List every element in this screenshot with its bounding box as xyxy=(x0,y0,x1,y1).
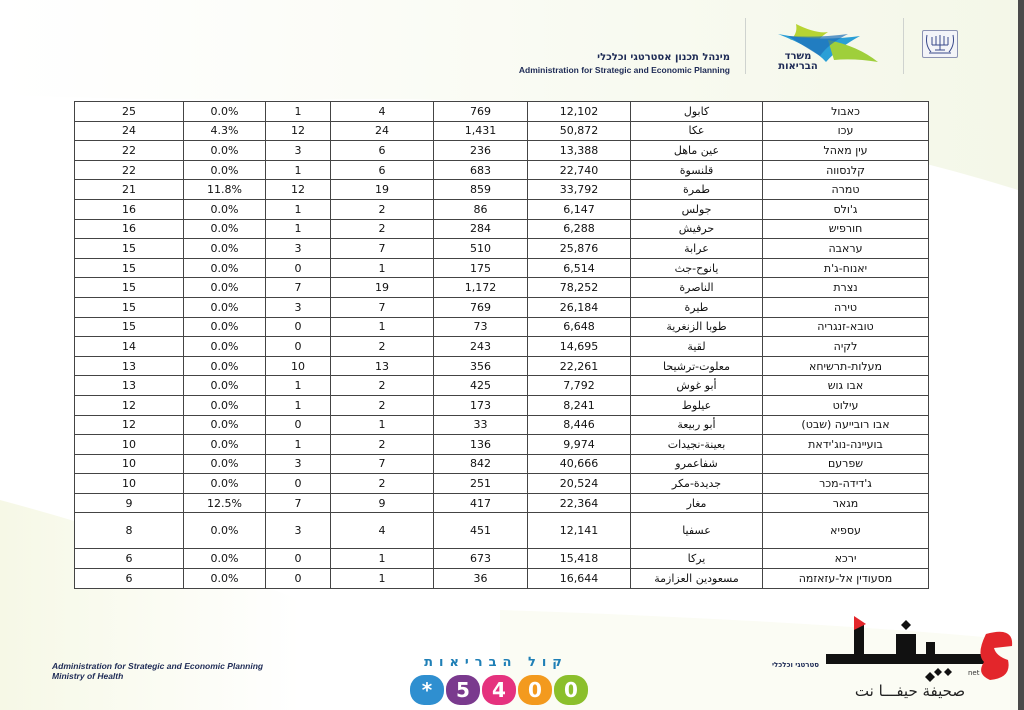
count-cell: 3 xyxy=(266,513,331,549)
table-row xyxy=(75,121,929,141)
table-row xyxy=(75,395,929,415)
arabic-name-cell: كابول xyxy=(631,102,763,122)
arabic-name-cell: طيرة xyxy=(631,297,763,317)
rank-cell: 10 xyxy=(75,435,184,455)
count-cell: 6 xyxy=(331,141,434,161)
percent-cell: 0.0% xyxy=(184,395,266,415)
percent-cell: 4.3% xyxy=(184,121,266,141)
table-row xyxy=(75,297,929,317)
arabic-name-cell: الناصرة xyxy=(631,278,763,298)
footer-dept-small: סטרטגי וכלכלי xyxy=(772,661,819,669)
count-cell: 683 xyxy=(434,160,528,180)
table-row xyxy=(75,180,929,200)
count-cell: 33 xyxy=(434,415,528,435)
percent-cell: 0.0% xyxy=(184,337,266,357)
arabic-name-cell: طمرة xyxy=(631,180,763,200)
header-dept-english: Administration for Strategic and Economic Planning xyxy=(518,65,730,75)
count-cell: 1 xyxy=(331,569,434,589)
hebrew-name-cell: טובא-זנגריה xyxy=(763,317,929,337)
rank-cell: 25 xyxy=(75,102,184,122)
count-cell: 673 xyxy=(434,549,528,569)
count-cell: 842 xyxy=(434,454,528,474)
rank-cell: 13 xyxy=(75,356,184,376)
count-cell: 12 xyxy=(266,121,331,141)
rank-cell: 6 xyxy=(75,569,184,589)
hebrew-name-cell: יאנוח-ג'ת xyxy=(763,258,929,278)
population-cell: 22,261 xyxy=(528,356,631,376)
rank-cell: 21 xyxy=(75,180,184,200)
table-row xyxy=(75,435,929,455)
count-cell: 356 xyxy=(434,356,528,376)
arabic-name-cell: أبو ربيعة xyxy=(631,415,763,435)
table-row xyxy=(75,474,929,494)
count-cell: 1 xyxy=(266,376,331,396)
table-row xyxy=(75,102,929,122)
hebrew-name-cell: אבו גוש xyxy=(763,376,929,396)
arabic-name-cell: أبو غوش xyxy=(631,376,763,396)
count-cell: 1 xyxy=(266,219,331,239)
table-row xyxy=(75,258,929,278)
table-row xyxy=(75,317,929,337)
hotline-digit: 0 xyxy=(518,675,552,705)
arabic-name-cell: يركا xyxy=(631,549,763,569)
header-divider xyxy=(903,18,904,74)
count-cell: 0 xyxy=(266,317,331,337)
hebrew-name-cell: עספיא xyxy=(763,513,929,549)
rank-cell: 8 xyxy=(75,513,184,549)
hotline-digit: 0 xyxy=(554,675,588,705)
count-cell: 7 xyxy=(266,493,331,513)
population-cell: 8,446 xyxy=(528,415,631,435)
count-cell: 1,431 xyxy=(434,121,528,141)
population-cell: 6,147 xyxy=(528,199,631,219)
count-cell: 1 xyxy=(266,435,331,455)
population-cell: 12,102 xyxy=(528,102,631,122)
hebrew-name-cell: שפרעם xyxy=(763,454,929,474)
count-cell: 3 xyxy=(266,141,331,161)
count-cell: 7 xyxy=(331,239,434,259)
arabic-name-cell: مغار xyxy=(631,493,763,513)
hotline-label: קול הבריאות xyxy=(424,655,568,670)
population-cell: 78,252 xyxy=(528,278,631,298)
percent-cell: 0.0% xyxy=(184,415,266,435)
arabic-name-cell: جولس xyxy=(631,199,763,219)
hotline-digit: * xyxy=(410,675,444,705)
arabic-name-cell: عرابة xyxy=(631,239,763,259)
table-row xyxy=(75,239,929,259)
population-cell: 20,524 xyxy=(528,474,631,494)
percent-cell: 0.0% xyxy=(184,454,266,474)
percent-cell: 0.0% xyxy=(184,376,266,396)
count-cell: 769 xyxy=(434,297,528,317)
population-cell: 16,644 xyxy=(528,569,631,589)
rank-cell: 22 xyxy=(75,141,184,161)
count-cell: 1 xyxy=(331,317,434,337)
page-edge-bar xyxy=(1018,0,1024,710)
count-cell: 73 xyxy=(434,317,528,337)
count-cell: 1 xyxy=(331,415,434,435)
hebrew-name-cell: עילוט xyxy=(763,395,929,415)
hebrew-name-cell: עראבה xyxy=(763,239,929,259)
population-cell: 6,288 xyxy=(528,219,631,239)
hotline-digit: 5 xyxy=(446,675,480,705)
population-cell: 7,792 xyxy=(528,376,631,396)
count-cell: 6 xyxy=(331,160,434,180)
population-cell: 8,241 xyxy=(528,395,631,415)
count-cell: 1 xyxy=(331,549,434,569)
percent-cell: 0.0% xyxy=(184,435,266,455)
table-body xyxy=(75,102,929,589)
count-cell: 425 xyxy=(434,376,528,396)
hotline-digit: 4 xyxy=(482,675,516,705)
population-cell: 14,695 xyxy=(528,337,631,357)
count-cell: 451 xyxy=(434,513,528,549)
count-cell: 1 xyxy=(266,102,331,122)
count-cell: 7 xyxy=(331,454,434,474)
table-row xyxy=(75,356,929,376)
population-cell: 22,740 xyxy=(528,160,631,180)
arabic-name-cell: يانوح-جث xyxy=(631,258,763,278)
rank-cell: 15 xyxy=(75,317,184,337)
table-row xyxy=(75,337,929,357)
percent-cell: 0.0% xyxy=(184,258,266,278)
percent-cell: 0.0% xyxy=(184,102,266,122)
arabic-name-cell: حرفيش xyxy=(631,219,763,239)
arabic-name-cell: شفاعمرو xyxy=(631,454,763,474)
rank-cell: 12 xyxy=(75,395,184,415)
count-cell: 4 xyxy=(331,102,434,122)
population-cell: 26,184 xyxy=(528,297,631,317)
rank-cell: 14 xyxy=(75,337,184,357)
count-cell: 0 xyxy=(266,258,331,278)
count-cell: 1 xyxy=(266,160,331,180)
percent-cell: 0.0% xyxy=(184,474,266,494)
hebrew-name-cell: עין מאהל xyxy=(763,141,929,161)
rank-cell: 12 xyxy=(75,415,184,435)
percent-cell: 0.0% xyxy=(184,160,266,180)
count-cell: 12 xyxy=(266,180,331,200)
hebrew-name-cell: נצרת xyxy=(763,278,929,298)
arabic-name-cell: عسفيا xyxy=(631,513,763,549)
data-table xyxy=(74,101,929,589)
hebrew-name-cell: אבו רובייעה (שבט) xyxy=(763,415,929,435)
table-row xyxy=(75,141,929,161)
hebrew-name-cell: לקיה xyxy=(763,337,929,357)
rank-cell: 16 xyxy=(75,219,184,239)
count-cell: 2 xyxy=(331,395,434,415)
watermark-net-label: net xyxy=(968,669,980,677)
count-cell: 417 xyxy=(434,493,528,513)
percent-cell: 0.0% xyxy=(184,297,266,317)
header-department xyxy=(418,52,730,76)
count-cell: 2 xyxy=(331,435,434,455)
population-cell: 25,876 xyxy=(528,239,631,259)
rank-cell: 22 xyxy=(75,160,184,180)
population-cell: 13,388 xyxy=(528,141,631,161)
table-row xyxy=(75,569,929,589)
table-row xyxy=(75,549,929,569)
percent-cell: 0.0% xyxy=(184,569,266,589)
arabic-name-cell: مسعودين العزازمة xyxy=(631,569,763,589)
count-cell: 236 xyxy=(434,141,528,161)
rank-cell: 10 xyxy=(75,474,184,494)
count-cell: 1 xyxy=(331,258,434,278)
population-cell: 40,666 xyxy=(528,454,631,474)
percent-cell: 0.0% xyxy=(184,317,266,337)
ministry-logo-text: משרד הבריאות xyxy=(778,51,818,72)
count-cell: 173 xyxy=(434,395,528,415)
population-cell: 6,514 xyxy=(528,258,631,278)
hebrew-name-cell: קלנסווה xyxy=(763,160,929,180)
arabic-name-cell: عين ماهل xyxy=(631,141,763,161)
percent-cell: 0.0% xyxy=(184,278,266,298)
table-row xyxy=(75,199,929,219)
count-cell: 1 xyxy=(266,395,331,415)
count-cell: 7 xyxy=(266,278,331,298)
count-cell: 2 xyxy=(331,376,434,396)
percent-cell: 12.5% xyxy=(184,493,266,513)
population-cell: 50,872 xyxy=(528,121,631,141)
percent-cell: 0.0% xyxy=(184,513,266,549)
count-cell: 9 xyxy=(331,493,434,513)
hebrew-name-cell: עכו xyxy=(763,121,929,141)
count-cell: 19 xyxy=(331,180,434,200)
count-cell: 10 xyxy=(266,356,331,376)
table-row xyxy=(75,219,929,239)
count-cell: 1,172 xyxy=(434,278,528,298)
hebrew-name-cell: ירכא xyxy=(763,549,929,569)
rank-cell: 9 xyxy=(75,493,184,513)
count-cell: 36 xyxy=(434,569,528,589)
population-cell: 6,648 xyxy=(528,317,631,337)
count-cell: 2 xyxy=(331,199,434,219)
count-cell: 2 xyxy=(331,219,434,239)
percent-cell: 0.0% xyxy=(184,549,266,569)
hebrew-name-cell: טירה xyxy=(763,297,929,317)
header-divider xyxy=(745,18,746,74)
table-row xyxy=(75,493,929,513)
hebrew-name-cell: מעלות-תרשיחא xyxy=(763,356,929,376)
count-cell: 3 xyxy=(266,297,331,317)
count-cell: 136 xyxy=(434,435,528,455)
population-cell: 33,792 xyxy=(528,180,631,200)
count-cell: 0 xyxy=(266,474,331,494)
hebrew-name-cell: ג'ולס xyxy=(763,199,929,219)
percent-cell: 11.8% xyxy=(184,180,266,200)
percent-cell: 0.0% xyxy=(184,239,266,259)
rank-cell: 15 xyxy=(75,258,184,278)
percent-cell: 0.0% xyxy=(184,141,266,161)
count-cell: 251 xyxy=(434,474,528,494)
count-cell: 13 xyxy=(331,356,434,376)
table-row xyxy=(75,376,929,396)
count-cell: 7 xyxy=(331,297,434,317)
count-cell: 2 xyxy=(331,474,434,494)
arabic-name-cell: معلوت-ترشيحا xyxy=(631,356,763,376)
rank-cell: 6 xyxy=(75,549,184,569)
count-cell: 175 xyxy=(434,258,528,278)
count-cell: 859 xyxy=(434,180,528,200)
hebrew-name-cell: כאבול xyxy=(763,102,929,122)
count-cell: 2 xyxy=(331,337,434,357)
percent-cell: 0.0% xyxy=(184,356,266,376)
rank-cell: 15 xyxy=(75,297,184,317)
rank-cell: 15 xyxy=(75,278,184,298)
footer-english-line1: Administration for Strategic and Economic Planning xyxy=(52,661,264,671)
count-cell: 19 xyxy=(331,278,434,298)
hebrew-name-cell: ג'דידה-מכר xyxy=(763,474,929,494)
arabic-name-cell: لقية xyxy=(631,337,763,357)
hotline-number-logo xyxy=(410,675,588,705)
footer-ministry-small xyxy=(772,661,819,669)
footer-administration xyxy=(52,661,263,681)
arabic-name-cell: بعينة-نجيدات xyxy=(631,435,763,455)
count-cell: 769 xyxy=(434,102,528,122)
population-cell: 12,141 xyxy=(528,513,631,549)
header-dept-hebrew: מינהל תכנון אסטרטגי וכלכלי xyxy=(597,52,730,63)
arabic-name-cell: جديدة-مكر xyxy=(631,474,763,494)
percent-cell: 0.0% xyxy=(184,219,266,239)
hebrew-name-cell: מסעודין אל-עזאזמה xyxy=(763,569,929,589)
count-cell: 3 xyxy=(266,454,331,474)
hebrew-name-cell: מגאר xyxy=(763,493,929,513)
count-cell: 0 xyxy=(266,549,331,569)
count-cell: 3 xyxy=(266,239,331,259)
arabic-name-cell: عكا xyxy=(631,121,763,141)
watermark-subtitle: صحيفة حيفـــا نت xyxy=(854,682,966,700)
state-emblem-icon xyxy=(922,30,958,58)
rank-cell: 16 xyxy=(75,199,184,219)
hebrew-name-cell: בועיינה-נוג'ידאת xyxy=(763,435,929,455)
count-cell: 0 xyxy=(266,337,331,357)
hebrew-name-cell: טמרה xyxy=(763,180,929,200)
arabic-name-cell: قلنسوة xyxy=(631,160,763,180)
count-cell: 4 xyxy=(331,513,434,549)
footer-english-line2: Ministry of Health xyxy=(52,671,124,681)
arabic-name-cell: طوبا الزنغرية xyxy=(631,317,763,337)
count-cell: 0 xyxy=(266,415,331,435)
rank-cell: 10 xyxy=(75,454,184,474)
arabic-name-cell: عيلوط xyxy=(631,395,763,415)
population-cell: 15,418 xyxy=(528,549,631,569)
table-row xyxy=(75,160,929,180)
count-cell: 24 xyxy=(331,121,434,141)
count-cell: 1 xyxy=(266,199,331,219)
rank-cell: 24 xyxy=(75,121,184,141)
count-cell: 284 xyxy=(434,219,528,239)
count-cell: 243 xyxy=(434,337,528,357)
rank-cell: 13 xyxy=(75,376,184,396)
table-row xyxy=(75,454,929,474)
table-row xyxy=(75,415,929,435)
percent-cell: 0.0% xyxy=(184,199,266,219)
count-cell: 0 xyxy=(266,569,331,589)
population-cell: 22,364 xyxy=(528,493,631,513)
hebrew-name-cell: חורפיש xyxy=(763,219,929,239)
population-cell: 9,974 xyxy=(528,435,631,455)
table-row xyxy=(75,513,929,549)
count-cell: 86 xyxy=(434,199,528,219)
count-cell: 510 xyxy=(434,239,528,259)
rank-cell: 15 xyxy=(75,239,184,259)
table-row xyxy=(75,278,929,298)
